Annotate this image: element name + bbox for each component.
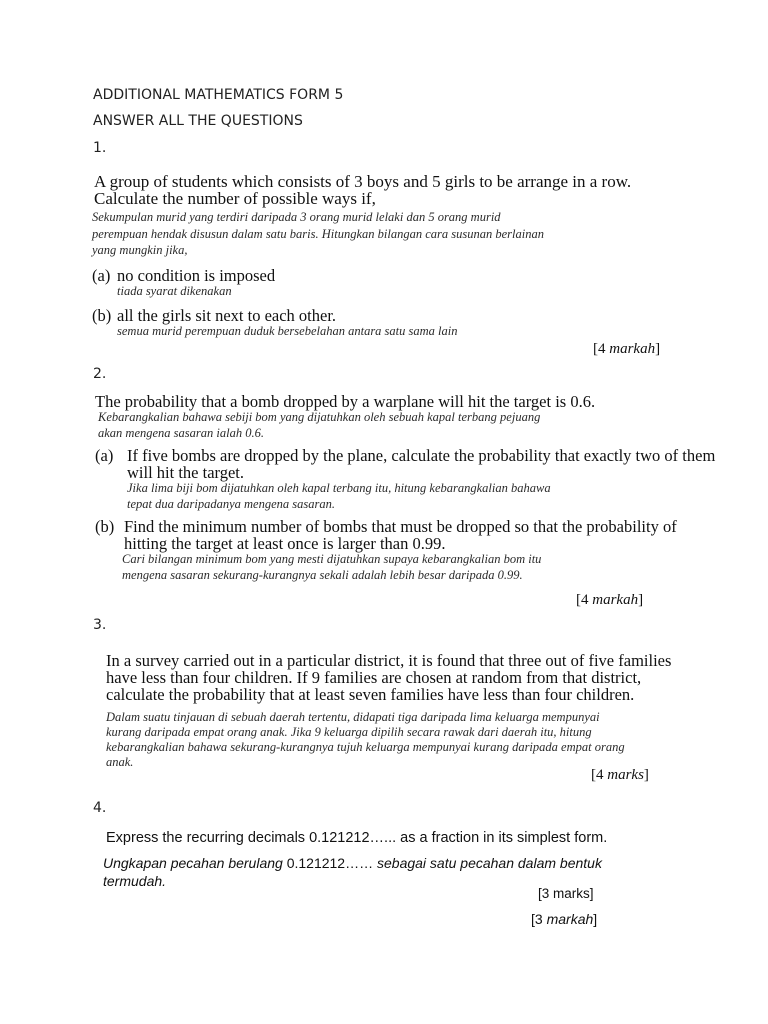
- question-1a-label: (a): [92, 266, 111, 285]
- question-3-stem-ms-line: Dalam suatu tinjauan di sebuah daerah tertentu, didapati tiga daripada lima keluarga mempunyai: [106, 710, 600, 724]
- question-1-stem-en-line: Calculate the number of possible ways if,: [94, 189, 376, 208]
- question-1-marks: [4 markah]: [593, 341, 661, 357]
- question-2-stem-ms-line: akan mengena sasaran ialah 0.6.: [98, 426, 264, 440]
- question-3-stem-en-line: have less than four children. If 9 families are chosen at random from that district,: [106, 668, 642, 687]
- question-1-number: 1.: [93, 140, 107, 156]
- question-4-marks-ms: [3 markah]: [531, 911, 598, 927]
- question-3-stem-ms-line: kurang daripada empat orang anak. Jika 9 keluarga dipilih secara rawak dari daerah itu, hitung: [106, 725, 592, 739]
- question-4-stem-en: Express the recurring decimals 0.121212…... as a fraction in its simplest form.: [106, 830, 608, 846]
- question-3-stem-ms-line: kebarangkalian bahawa sekurang-kurangnya tujuh keluarga mempunyai kurang daripada empat orang: [106, 740, 625, 754]
- question-2a-text-en-line: If five bombs are dropped by the plane, calculate the probability that exactly two of them: [127, 446, 716, 465]
- question-2b-text-en-line: hitting the target at least once is larger than 0.99.: [124, 534, 446, 553]
- question-2b-text-en-line: Find the minimum number of bombs that must be dropped so that the probability of: [124, 517, 677, 536]
- question-2a-text-ms-line: tepat dua daripadanya mengena sasaran.: [127, 497, 335, 511]
- question-2a-text-en-line: will hit the target.: [127, 463, 245, 482]
- question-2-number: 2.: [93, 366, 107, 382]
- question-4-stem-ms-line: Ungkapan pecahan berulang 0.121212…… sebagai satu pecahan dalam bentuk: [103, 855, 602, 871]
- question-4-stem-ms-line: termudah.: [103, 873, 167, 889]
- question-2b-text-ms-line: Cari bilangan minimum bom yang mesti dijatuhkan supaya kebarangkalian bom itu: [122, 552, 542, 566]
- question-1b-text-ms: semua murid perempuan duduk bersebelahan antara satu sama lain: [117, 324, 458, 338]
- question-1-stem-ms-line: yang mungkin jika,: [92, 243, 188, 257]
- question-3-stem-en-line: In a survey carried out in a particular district, it is found that three out of five families: [106, 651, 672, 670]
- question-1-stem-en-line: A group of students which consists of 3 boys and 5 girls to be arrange in a row.: [94, 172, 632, 191]
- instruction: ANSWER ALL THE QUESTIONS: [93, 113, 303, 129]
- question-1b-text-en: all the girls sit next to each other.: [117, 306, 337, 325]
- question-1-stem-ms-line: perempuan hendak disusun dalam satu baris. Hitungkan bilangan cara susunan berlainan: [92, 227, 544, 241]
- question-4-number: 4.: [93, 800, 107, 816]
- question-2-stem-ms-line: Kebarangkalian bahawa sebiji bom yang dijatuhkan oleh sebuah kapal terbang pejuang: [98, 410, 541, 424]
- question-1a-text-ms: tiada syarat dikenakan: [117, 284, 232, 298]
- question-1a-text-en: no condition is imposed: [117, 266, 276, 285]
- question-2a-text-ms-line: Jika lima biji bom dijatuhkan oleh kapal terbang itu, hitung kebarangkalian bahawa: [127, 481, 551, 495]
- question-4-marks-en: [3 marks]: [538, 886, 594, 901]
- question-3-marks: [4 marks]: [591, 767, 649, 783]
- question-3-stem-en-line: calculate the probability that at least seven families have less than four children.: [106, 685, 635, 704]
- question-3-number: 3.: [93, 617, 107, 633]
- question-1b-label: (b): [92, 306, 112, 325]
- question-2-marks: [4 markah]: [576, 592, 644, 608]
- question-2b-text-ms-line: mengena sasaran sekurang-kurangnya sekali adalah lebih besar daripada 0.99.: [122, 568, 523, 582]
- question-2a-label: (a): [95, 446, 114, 465]
- question-2b-label: (b): [95, 517, 115, 536]
- question-2-stem-en-line: The probability that a bomb dropped by a warplane will hit the target is 0.6.: [95, 392, 596, 411]
- document-title: ADDITIONAL MATHEMATICS FORM 5: [93, 87, 344, 103]
- question-3-stem-ms-line: anak.: [106, 755, 134, 769]
- question-1-stem-ms-line: Sekumpulan murid yang terdiri daripada 3 orang murid lelaki dan 5 orang murid: [92, 210, 501, 224]
